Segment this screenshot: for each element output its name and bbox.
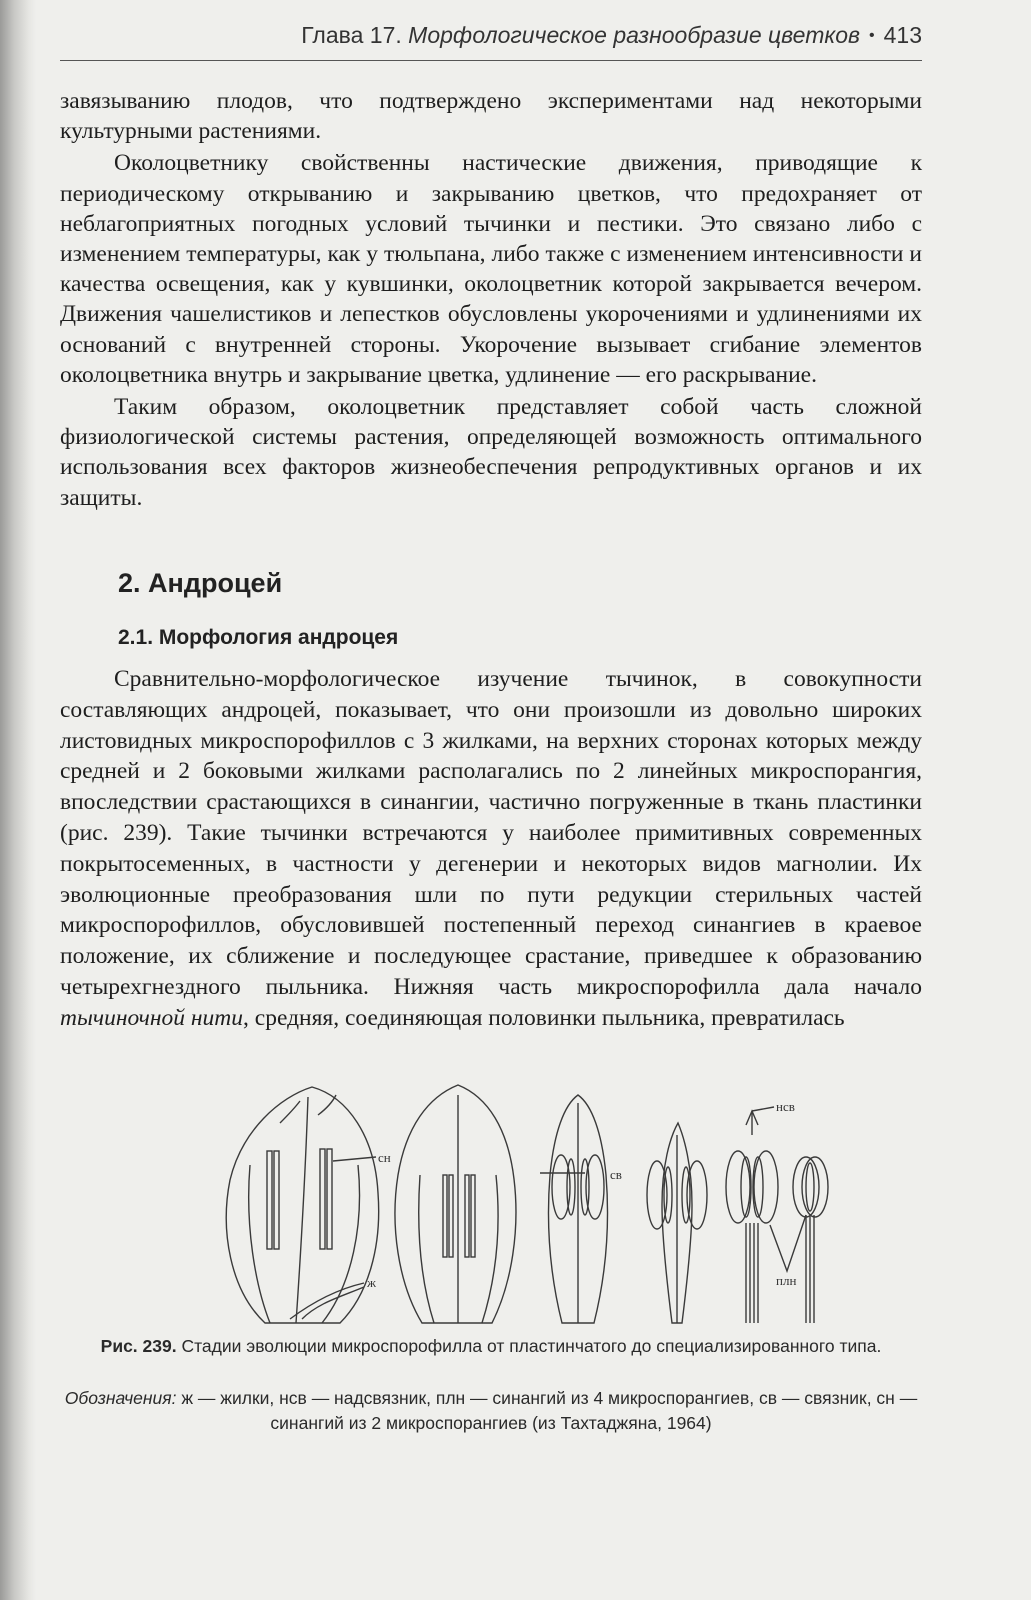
italic-term: тычиночной нити [60,1004,244,1031]
book-spine-shadow [0,0,36,1600]
paragraph-part2: , средняя, соединяющая половинки пыльника, превратилась [243,1004,845,1031]
stage-4-narrow-stage [647,1123,707,1323]
legend-text: ж — жилки, нсв — надсвязник, плн — синангий из 4 микроспорангиев, св — связник, сн — синангий из 2 микроспорангиев (из Тахтаджяна, 1964) [181,1388,918,1433]
paragraph-conclusion: Таким образом, околоцветник представляет собой часть сложной физиологической системы растения, определяющей возможность оптимального использования всех факторов жизнеобеспечения репродуктивных органов и их защиты. [60,394,922,511]
chapter-title: Морфологическое разнообразие цветков [408,22,861,48]
body-text-androecium [60,664,922,1034]
running-head [60,22,922,61]
microsporophyll-evolution-diagram [210,1075,850,1325]
stage-3-connective-stage [540,1095,608,1323]
stage-2-reduced-microsporophyll [395,1085,516,1323]
paragraph-part1: Сравнительно-морфологическое изучение тычинок, в совокупности составляющих андроцей, показывает, что они произошли из довольно широких листовидных микроспорофиллов с 3 жилками, на верхних сторонах которых между средней и 2 боковыми жилками располагались по 2 линейных микроспорангия, впоследствии срастающихся в синангии, частично погруженные в ткань пластинки (рис. 239). Такие тычинки встречаются у наиболее примитивных современных покрытосеменных, в частности у дегенерии и некоторых видов магнолии. Их эволюционные преобразования шли по пути редукции стерильных частей микроспорофиллов, обусловившей постепенный переход синангиев в краевое положение, их сближение и последующее срастание, приведшее к образованию четырехгнездного пыльника. Нижняя часть микроспорофилла дала начало [60,666,922,1000]
paragraph-androecium-morphology [60,664,922,1034]
label-pln: плн [776,1273,797,1288]
stage-1-laminar-microsporophyll [226,1087,378,1323]
section-heading: 2. Андроцей [118,568,283,598]
body-text-top [60,86,922,513]
figure-number: Рис. 239. [100,1336,177,1356]
figure-caption-text: Стадии эволюции микроспорофилла от пластинчатого до специализированного типа. [181,1336,882,1356]
legend-label: Обозначения: [64,1388,177,1408]
figure-caption [60,1334,922,1358]
header-bullet: • [869,27,875,44]
paragraph-nastic-movements: Околоцветнику свойственны настические движения, приводящие к периодическому открыванию и закрыванию цветков, что предохраняет от неблагоприятных погодных условий тычинки и пестики. Это связано либо с изменением температуры, как у тюльпана, либо также с изменением интенсивности и качества освещения, как у кувшинки, околоцветник которой закрывается вечером. Движения чашелистиков и лепестков обусловлены укорочениями и удлинениями их оснований с внутренней стороны. Укорочение вызывает сгибание элементов околоцветника внутрь и закрывание цветка, удлинение — его раскрывание. [60,150,922,388]
book-page [60,0,930,1600]
figure-239 [210,1075,850,1325]
paragraph-continuation: завязыванию плодов, что подтверждено экспериментами над некоторыми культурными растениями. [60,88,922,145]
label-zh: ж [367,1275,376,1290]
figure-legend [60,1386,922,1436]
label-sn: сн [378,1150,391,1165]
subsection-heading: 2.1. Морфология андроцея [118,626,399,649]
stage-5-specialized-stamen [726,1107,828,1323]
page-number: 413 [883,22,922,48]
chapter-number: Глава 17. [301,22,402,48]
label-sv: св [610,1167,622,1182]
label-nsv: нсв [776,1099,795,1114]
